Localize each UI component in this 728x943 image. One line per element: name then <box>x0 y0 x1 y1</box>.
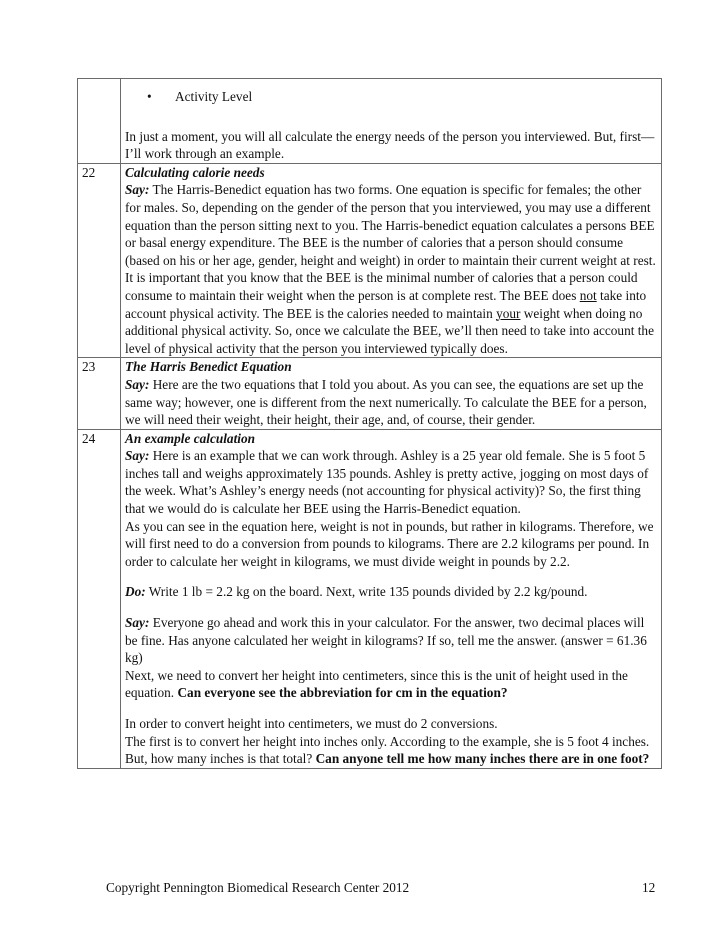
paragraph: In just a moment, you will all calculate the energy needs of the person you interviewed. But, first—I’ll work through an example. <box>125 128 655 162</box>
section-title: The Harris Benedict Equation <box>125 359 292 375</box>
bullet-item <box>125 88 658 106</box>
do-label: Do: <box>125 584 146 600</box>
page-number: 12 <box>642 880 656 895</box>
underlined-word: your <box>496 305 521 321</box>
lesson-table <box>77 78 662 769</box>
content-cell <box>121 358 662 429</box>
paragraph: Everyone go ahead and work this in your calculator. For the answer, two decimal places will be fine. Has anyone calculated her weight in kilograms? If so, tell me the answer. (answer = 61.36 kg) <box>125 615 647 666</box>
slide-number-cell: 22 <box>78 163 121 358</box>
content-cell <box>121 79 662 164</box>
table-row <box>78 163 662 358</box>
section-title: Calculating calorie needs <box>125 164 265 180</box>
content-cell <box>121 429 662 768</box>
footer-copyright: Copyright Pennington Biomedical Research Center 2012 <box>106 880 410 895</box>
bullet-icon: • <box>147 89 152 104</box>
bold-question: Can anyone tell me how many inches there are in one foot? <box>315 751 650 767</box>
slide-number-cell: 24 <box>78 429 121 768</box>
paragraph: Here is an example that we can work through. Ashley is a 25 year old female. She is 5 foot 5 inches tall and weighs approximately 135 pounds. Ashley is pretty active, jogging on most days of the week. What’s Ashley’s energy needs (not accounting for physical activity)? So, the first thing that we would do is calculate her BEE using the Harris-Benedict equation. <box>125 448 649 517</box>
section-title: An example calculation <box>125 430 256 446</box>
slide-number-cell <box>78 79 121 164</box>
slide-number-cell: 23 <box>78 358 121 429</box>
say-label: Say: <box>125 182 150 198</box>
bullet-text: Activity Level <box>175 89 253 104</box>
paragraph: As you can see in the equation here, weight is not in pounds, but rather in kilograms. Therefore, we will first need to do a conversion from pounds to kilograms. There are 2.2 kilograms per pound. In order to calculate her weight in kilograms, we must divide weight in pounds by 2.2. <box>125 518 654 569</box>
say-label: Say: <box>125 615 150 631</box>
paragraph: The Harris-Benedict equation has two forms. One equation is specific for females; the other for males. So, depending on the gender of the person that you interviewed, you may use a different equation than the person sitting next to you. The Harris-benedict equation calculates a persons BEE or basal energy expenditure. The BEE is the number of calories that a person should consume (based on his or her age, gender, height and weight) in order to maintain their current weight at rest. It is important that you know that the BEE is the minimal number of calories that a person could consume to maintain their weight when the person is at complete rest. The BEE does <box>125 182 656 303</box>
say-label: Say: <box>125 448 150 464</box>
do-instruction: Write 1 lb = 2.2 kg on the board. Next, write 135 pounds divided by 2.2 kg/pound. <box>145 584 588 600</box>
paragraph: take into account physical activity. The BEE is the calories needed to maintain <box>125 287 647 321</box>
paragraph: Next, we need to convert her height into centimeters, since this is the unit of height used in the equation. <box>125 667 628 701</box>
paragraph: Here are the two equations that I told you about. As you can see, the equations are set up the same way; however, one is different from the next numerically. To calculate the BEE for a person, we will need their weight, their height, their age, and, of course, their gender. <box>125 376 647 428</box>
paragraph: weight when doing no additional physical activity. So, once we calculate the BEE, we’ll then need to take into account the level of physical activity that the person you interviewed typically does. <box>125 305 654 356</box>
table-row <box>78 79 662 164</box>
bold-question: Can everyone see the abbreviation for cm in the equation? <box>177 685 508 701</box>
table-row <box>78 429 662 768</box>
underlined-word: not <box>579 287 597 303</box>
table-row <box>78 358 662 429</box>
say-label: Say: <box>125 376 150 392</box>
content-cell <box>121 163 662 358</box>
paragraph: In order to convert height into centimeters, we must do 2 conversions. <box>125 716 498 731</box>
paragraph: The first is to convert her height into inches only. According to the example, she is 5 foot 4 inches. But, how many inches is that total? <box>125 733 650 767</box>
